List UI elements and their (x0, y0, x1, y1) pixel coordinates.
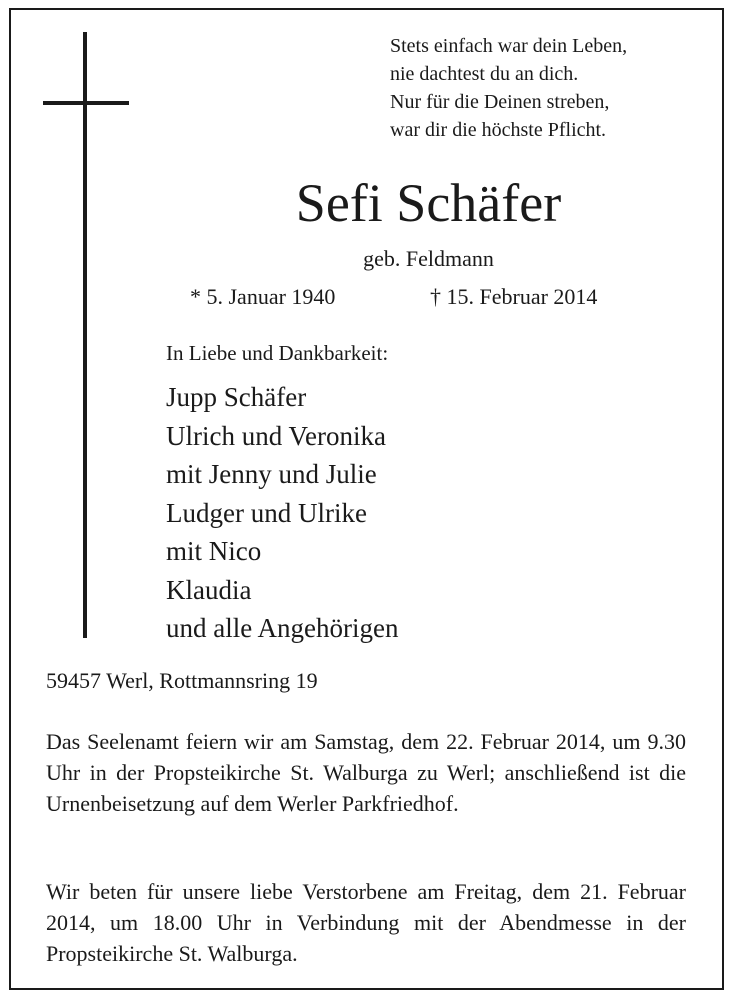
mourner-name: und alle Angehörigen (166, 613, 399, 643)
mourners-intro: In Liebe und Dankbarkeit: (166, 341, 389, 365)
prayer-paragraph: Wir beten für unsere liebe Verstorbene am Freitag, dem 21. Februar 2014, um 18.00 Uhr in Verbindung mit der Abendmesse in der Propsteikirche St. Walburga. (46, 879, 686, 966)
mourner-name: Jupp Schäfer (166, 382, 307, 412)
poem-line: war dir die höchste Pflicht. (390, 119, 607, 141)
cross-icon-bar (43, 101, 129, 105)
mourners-list (166, 378, 398, 648)
poem-line: Stets einfach war dein Leben, (390, 35, 628, 57)
maiden-name: geb. Feldmann (363, 246, 494, 271)
mourner-name: Ludger und Ulrike (166, 497, 367, 528)
birth-date: * 5. Januar 1940 (190, 284, 336, 309)
poem-line: nie dachtest du an dich. (390, 63, 579, 85)
deceased-name: Sefi Schäfer (295, 173, 562, 233)
death-date: † 15. Februar 2014 (430, 284, 598, 309)
requiem-paragraph: Das Seelenamt feiern wir am Samstag, dem 22. Februar 2014, um 9.30 Uhr in der Propsteikirche St. Walburga zu Werl; anschließend ist die Urnenbeisetzung auf dem Werler Parkfriedhof. (46, 729, 686, 816)
family-address: 59457 Werl, Rottmannsring 19 (46, 668, 318, 693)
mourner-name: Ulrich und Veronika (166, 420, 386, 451)
mourner-name: Klaudia (166, 574, 252, 605)
cross-icon (83, 32, 87, 638)
poem (390, 32, 710, 144)
poem-line: Nur für die Deinen streben, (390, 91, 610, 113)
mourner-name: mit Jenny und Julie (166, 459, 377, 489)
mourner-name: mit Nico (166, 536, 262, 566)
